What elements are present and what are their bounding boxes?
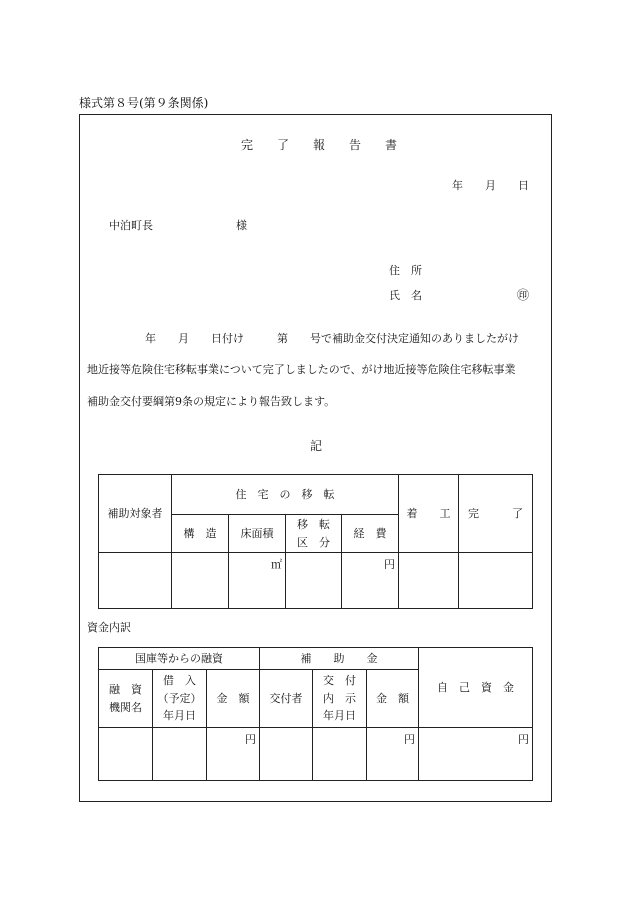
subsidy-header: 補 助 金 (260, 648, 419, 670)
body-line-2: 地近接等危険住宅移転事業について完了しましたので、がけ地近接等危険住宅移転事業 (87, 363, 516, 376)
seal-mark: ㊞ (517, 288, 530, 302)
subsidy-amount-header: 金 額 (367, 670, 419, 728)
notice-header-line3: 年月日 (323, 709, 357, 723)
category-header-line1: 移 転 (297, 517, 330, 531)
relocation-table (98, 474, 533, 609)
loans-header: 国庫等からの融資 (99, 648, 260, 670)
notice-date-cell (313, 728, 367, 781)
subject-header: 補助対象者 (99, 475, 172, 553)
date-line: 年 月 日 (452, 179, 529, 192)
notice-header-line1: 交 付 (323, 674, 357, 688)
lender-cell (99, 728, 153, 781)
form-number: 様式第８号(第９条関係) (79, 96, 209, 110)
start-header: 着 工 (399, 475, 459, 553)
category-header (286, 515, 342, 553)
document-title: 完 了 報 告 書 (241, 138, 398, 152)
completion-cell (459, 553, 533, 609)
structure-header: 構 造 (172, 515, 229, 553)
borrow-date-cell (153, 728, 207, 781)
start-cell (399, 553, 459, 609)
funds-label: 資金内訳 (87, 621, 131, 634)
notice-header-line2: 内 示 (323, 691, 357, 705)
lender-header (99, 670, 153, 728)
loan-amount-cell: 円 (207, 728, 260, 781)
address-label: 住 所 (389, 264, 422, 277)
body-line-1: 年 月 日付け 第 号で補助金交付決定通知のありましたがけ (145, 332, 519, 345)
loan-amount-header: 金 額 (207, 670, 260, 728)
name-label: 氏 名 (389, 289, 422, 302)
floor-area-cell: ㎡ (229, 553, 286, 609)
borrow-header-line3: 年月日 (163, 709, 196, 723)
grantor-cell (260, 728, 313, 781)
structure-cell (172, 553, 229, 609)
category-header-line2: 区 分 (297, 535, 330, 549)
expenses-cell: 円 (342, 553, 399, 609)
own-funds-header: 自 己 資 金 (419, 648, 533, 728)
category-cell (286, 553, 342, 609)
lender-header-line2: 機関名 (109, 700, 142, 714)
lender-header-line1: 融 資 (109, 682, 142, 696)
completion-header: 完 了 (459, 475, 533, 553)
relocation-header: 住 宅 の 移 転 (172, 475, 399, 515)
borrow-date-header (153, 670, 207, 728)
addressee-honorific: 様 (236, 219, 247, 232)
addressee-name: 中泊町長 (109, 219, 153, 232)
floor-area-header: 床面積 (229, 515, 286, 553)
notice-date-header (313, 670, 367, 728)
funds-table (98, 647, 533, 781)
borrow-header-line1: 借 入 (163, 674, 196, 688)
grantor-header: 交付者 (260, 670, 313, 728)
own-funds-cell: 円 (419, 728, 533, 781)
body-line-3: 補助金交付要綱第9条の規定により報告致します。 (87, 395, 336, 408)
borrow-header-line2: （予定） (157, 691, 202, 705)
ki-heading: 記 (310, 439, 323, 453)
expenses-header: 経 費 (342, 515, 399, 553)
subsidy-amount-cell: 円 (367, 728, 419, 781)
subject-cell (99, 553, 172, 609)
